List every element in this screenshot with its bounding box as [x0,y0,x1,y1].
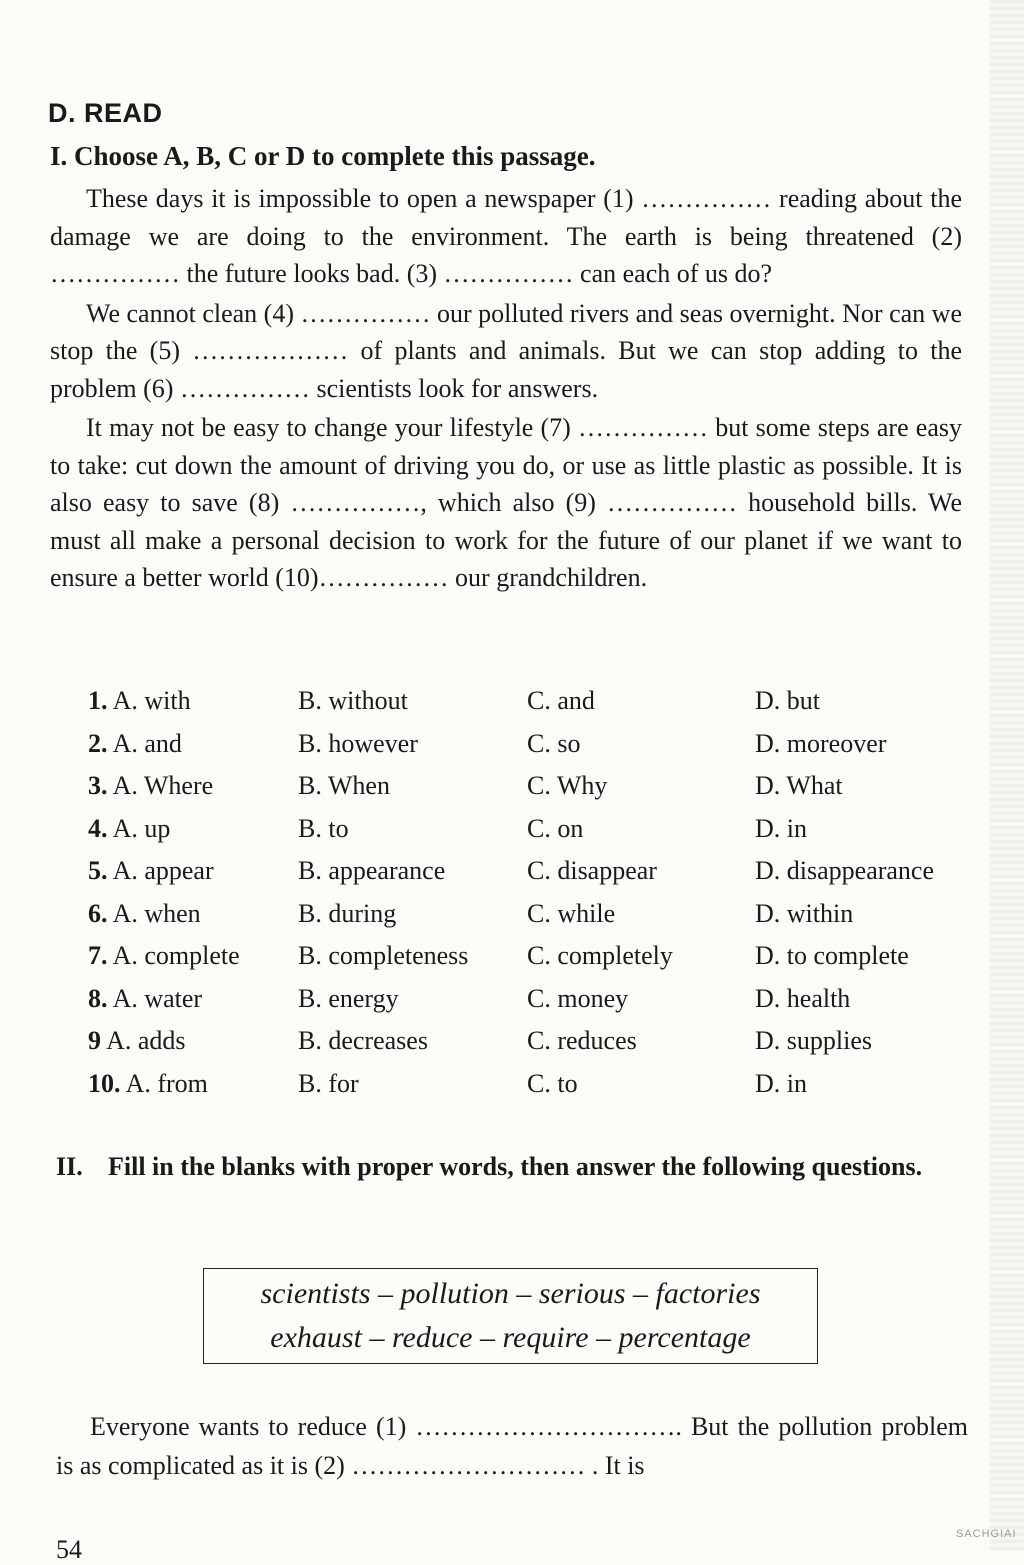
option-a: A. appear [112,856,214,886]
word-box-line: exhaust – reduce – require – percentage [270,1321,751,1354]
question-options-5 [88,850,988,893]
option-c: C. Why [527,771,608,801]
task1-passage [50,180,962,599]
question-number: 2. [88,728,108,758]
task2-heading [56,1147,968,1186]
option-d: D. supplies [755,1026,872,1056]
option-a: A. from [125,1068,208,1098]
task2-number: II. [56,1152,83,1181]
question-number: 4. [88,813,108,843]
question-options-3 [88,765,988,808]
option-c: C. and [527,686,595,716]
option-d: D. but [755,686,820,716]
option-c: C. disappear [527,856,657,886]
task1-title: I. Choose A, B, C or D to complete this passage. [50,141,596,171]
option-d: D. to complete [755,941,909,971]
task2-passage [56,1407,968,1485]
option-d: D. What [755,771,843,801]
option-b: B. for [298,1068,359,1098]
passage-paragraph: We cannot clean (4) …………… our polluted rivers and seas overnight. Nor can we stop the (5) ……………… of plants and animals. But we can stop adding to the problem (6) …………… scientists look for answers. [50,298,962,403]
option-a: A. adds [106,1026,186,1056]
option-c: C. completely [527,941,673,971]
option-a: A. up [112,813,171,843]
question-options-2 [88,723,988,766]
option-b: B. without [298,686,408,716]
question-options-4 [88,808,988,851]
question-number: 10. [88,1068,121,1098]
option-b: B. appearance [298,856,446,886]
option-b: B. energy [298,983,399,1013]
option-c: C. money [527,983,629,1013]
option-a: A. complete [112,941,240,971]
option-d: D. in [755,1068,807,1098]
passage-paragraph: It may not be easy to change your lifestyle (7) …………… but some steps are easy to take: cut down the amount of driving you do, or use as little plastic as possible. It is also easy to save (8) ……………, which also (9) …………… household bills. We must all make a personal decision to work for the future of our planet if we want to ensure a better world (10)…………… our grandchildren. [50,413,962,592]
option-a: A. when [112,898,201,928]
option-d: D. within [755,898,854,928]
option-a: A. Where [112,771,214,801]
question-number: 8. [88,983,108,1013]
word-box-line: scientists – pollution – serious – factories [260,1277,761,1310]
question-options-8 [88,978,988,1021]
question-number: 3. [88,771,108,801]
option-b: B. decreases [298,1026,428,1056]
option-b: B. completeness [298,941,469,971]
option-d: D. disappearance [755,856,935,886]
option-c: C. to [527,1068,578,1098]
question-options-9 [88,1020,988,1063]
option-c: C. while [527,898,616,928]
option-d: D. moreover [755,728,887,758]
question-number: 1. [88,686,108,716]
option-b: B. When [298,771,390,801]
option-c: C. on [527,813,584,843]
question-number: 7. [88,941,108,971]
task2-title: Fill in the blanks with proper words, then answer the following questions. [108,1152,923,1181]
question-number: 6. [88,898,108,928]
option-a: A. with [112,686,191,716]
option-b: B. to [298,813,349,843]
option-c: C. so [527,728,581,758]
watermark: SACHGIAI [956,1528,1017,1540]
option-a: A. water [112,983,203,1013]
option-b: B. during [298,898,397,928]
page-binding-edge [990,0,1024,1551]
question-number: 5. [88,856,108,886]
section-heading: D. READ [48,98,163,128]
question-options-6 [88,893,988,936]
question-number: 9 [88,1026,101,1056]
passage-paragraph: Everyone wants to reduce (1) …………………………. But the pollution problem is as complicated as it is (2) ……………………… . It is [56,1412,968,1480]
option-d: D. in [755,813,807,843]
option-b: B. however [298,728,418,758]
question-options-7 [88,935,988,978]
word-box [203,1268,818,1364]
option-c: C. reduces [527,1026,637,1056]
question-options-1 [88,680,988,723]
page-number: 54 [56,1535,82,1564]
option-d: D. health [755,983,851,1013]
question-options-10 [88,1063,988,1106]
option-a: A. and [112,728,182,758]
answer-options [88,680,988,1105]
passage-paragraph: These days it is impossible to open a newspaper (1) …………… reading about the damage we are doing to the environment. The earth is being threatened (2) …………… the future looks bad. (3) …………… can each of us do? [50,184,962,288]
